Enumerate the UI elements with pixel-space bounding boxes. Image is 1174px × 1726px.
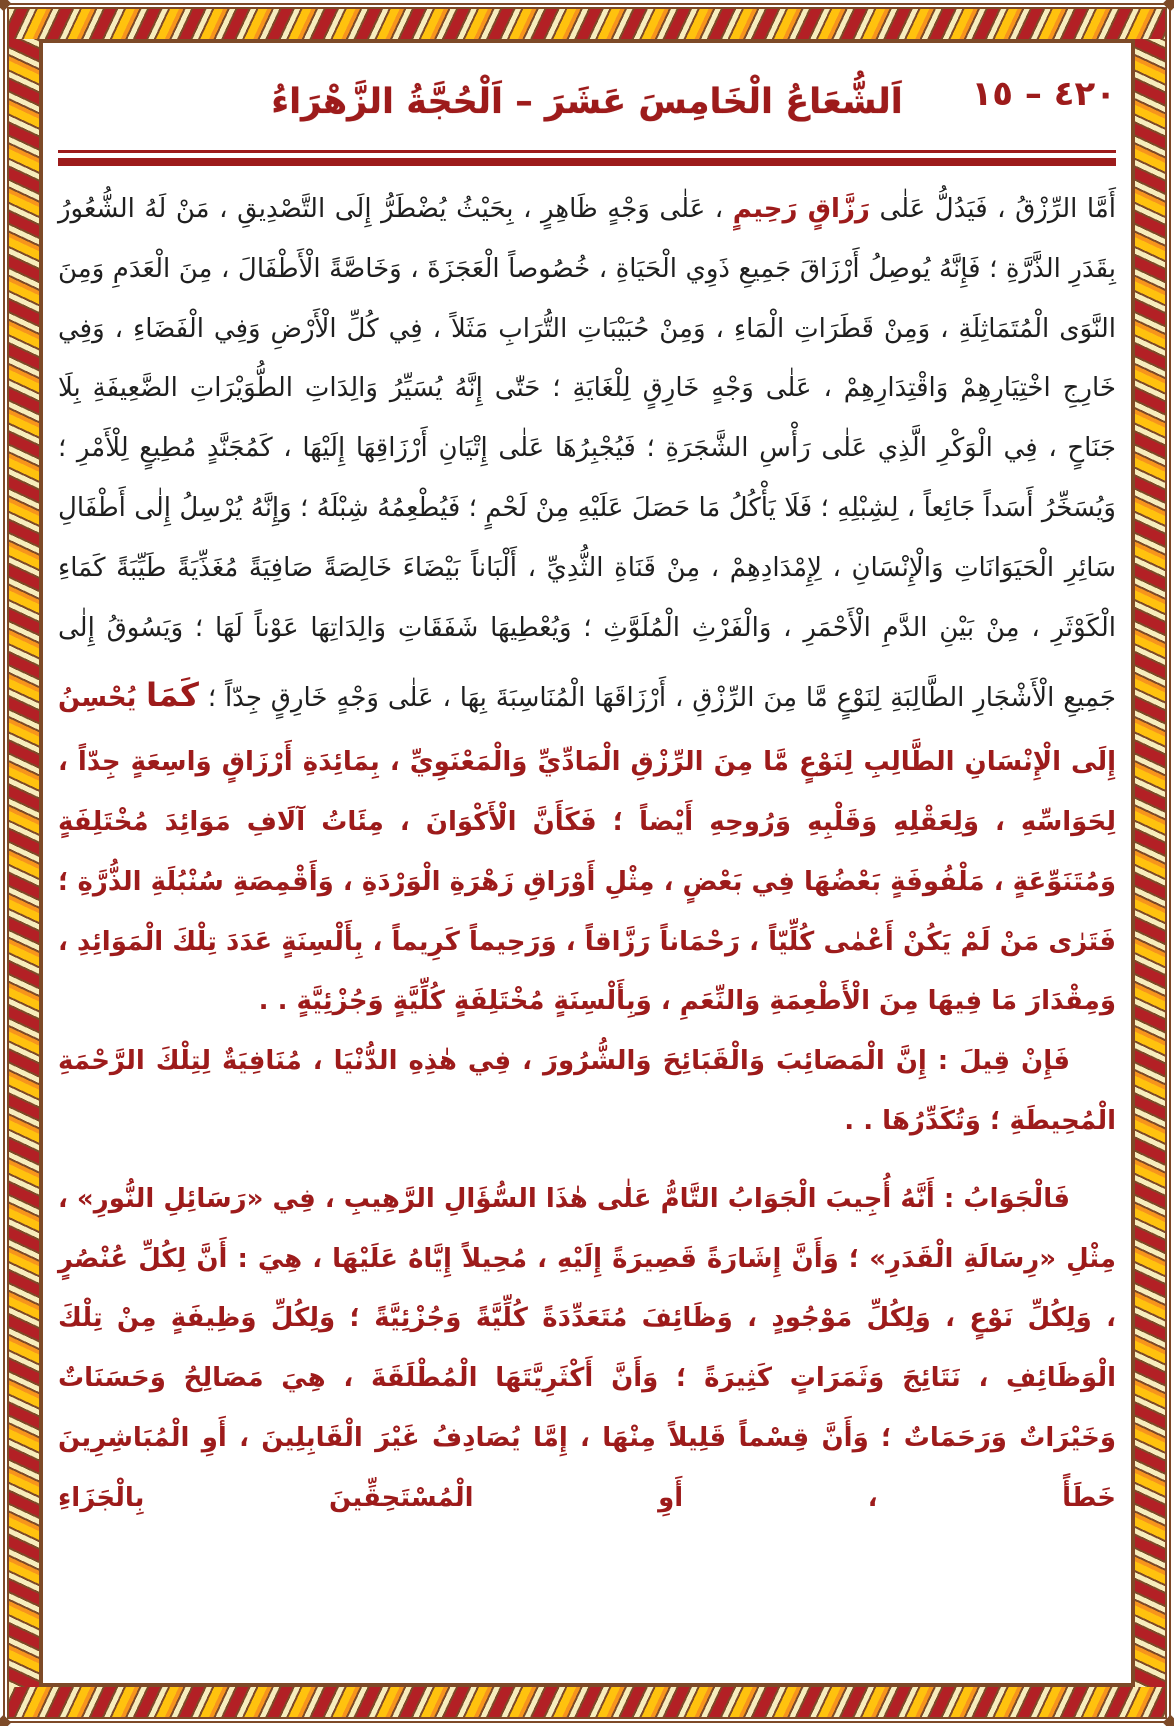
text-segment: يُحْسِنُ إِلَى الْإِنْسَانِ الطَّالِبِ لِنَوْعٍ مَّا مِنَ الرِّزْقِ الْمَادِّيِّ وَالْمَعْنَوِيِّ ، بِمَائِدَةِ أَرْزَاقٍ وَاسِعَةٍ جِدّاً ، لِحَوَاسِّهِ ، وَلِعَقْلِهِ وَقَلْبِهِ وَرُوحِهِ أَيْضاً ؛ فَكَأَنَّ الْأَكْوَانَ ، مِئَاتُ آلَافِ مَوَائِدَ مُخْتَلِفَةٍ وَمُتَنَوِّعَةٍ ، مَلْفُوفَةٍ بَعْضُهَا فِي بَعْضٍ ، مِثْلِ أَوْرَاقِ زَهْرَةِ الْوَرْدَةِ ، وَأَقْمِصَةِ سُنْبُلَةِ الذُّرَّةِ ؛ فَتَرٰى مَنْ لَمْ يَكُنْ أَعْمٰى كُلِّيّاً ، رَحْمَاناً رَزَّاقاً ، وَرَحِيماً كَرِيماً ، بِأَلْسِنَةٍ عَدَدَ تِلْكَ الْمَوَائِدِ ، وَمِقْدَارَ مَا فِيهَا مِنَ الْأَطْعِمَةِ وَالنِّعَمِ ، وَبِأَلْسِنَةٍ مُخْتَلِفَةٍ كُلِّيَّةٍ وَجُزْئِيَّةٍ . . [58,683,1116,1017]
corner-ornament-icon [1163,1715,1174,1726]
text-segment: أَمَّا الرِّزْقُ ، فَيَدُلُّ عَلٰى [869,194,1116,224]
frame-band-left [7,39,41,1687]
paragraph-answer [58,1170,1116,1529]
header-rule-thin [58,150,1116,153]
header-rule-thick [58,158,1116,166]
text-segment: رَزَّاقٍ رَحِيمٍ [732,194,870,224]
corner-ornament-icon [1163,0,1174,11]
text-segment: فَإِنْ قِيلَ : إِنَّ الْمَصَائِبَ وَالْقَبَائِحَ وَالشُّرُورَ ، فِي هٰذِهِ الدُّنْيَا ، مُنَافِيَةٌ لِتِلْكَ الرَّحْمَةِ الْمُحِيطَةِ ؛ وَتُكَدِّرُهَا . . [58,1046,1116,1136]
paragraph-rizq [58,180,1116,1032]
text-segment: فَالْجَوَابُ : أَنَّهُ أُجِيبَ الْجَوَابُ التَّامُّ عَلٰى هٰذَا السُّؤَالِ الرَّهِيبِ ، فِي «رَسَائِلِ النُّورِ» ، مِثْلِ «رِسَالَةِ الْقَدَرِ» ؛ وَأَنَّ إِشَارَةً قَصِيرَةً إِلَيْهِ ، مُحِيلاً إِيَّاهُ عَلَيْهَا ، هِيَ : أَنَّ لِكُلِّ عُنْصُرٍ ، وَلِكُلِّ نَوْعٍ ، وَلِكُلِّ مَوْجُودٍ ، وَظَائِفَ مُتَعَدِّدَةً كُلِّيَّةً وَجُزْئِيَّةً ؛ وَلِكُلِّ وَظِيفَةٍ مِنْ تِلْكَ الْوَظَائِفِ ، نَتَائِجَ وَثَمَرَاتٍ كَثِيرَةً ؛ وَأَنَّ أَكْثَرِيَّتَهَا الْمُطْلَقَةَ ، هِيَ مَصَالِحُ وَحَسَنَاتٌ وَخَيْرَاتٌ وَرَحَمَاتٌ ؛ وَأَنَّ قِسْماً قَلِيلاً مِنْهَا ، إِمَّا يُصَادِفُ غَيْرَ الْقَابِلِينَ ، أَوِ الْمُبَاشِرِينَ خَطَأً ، أَوِ الْمُسْتَحِقِّينَ بِالْجَزَاءِ [58,1183,1116,1513]
page-header [58,56,1116,148]
text-segment: ، عَلٰى وَجْهٍ ظَاهِرٍ ، بِحَيْثُ يُضْطَرُّ إِلَى التَّصْدِيقِ ، مَنْ لَهُ الشُّعُورُ بِقَدَرِ الذَّرَّةِ ؛ فَإِنَّهُ يُوصِلُ أَرْزَاقَ جَمِيعِ ذَوِي الْحَيَاةِ ، خُصُوصاً الْعَجَزَةَ ، وَخَاصَّةً الْأَطْفَالَ ، مِنَ الْعَدَمِ وَمِنَ النَّوَى الْمُتَمَاثِلَةِ ، وَمِنْ قَطَرَاتِ الْمَاءِ ، وَمِنْ حُبَيْبَاتِ التُّرَابِ مَثَلاً ، فِي كُلِّ الْأَرْضِ وَفِي الْفَضَاءِ ، وَفِي خَارِجِ اخْتِيَارِهِمْ وَاقْتِدَارِهِمْ ، عَلٰى وَجْهٍ خَارِقٍ لِلْغَايَةِ ؛ حَتّٰى إِنَّهُ يُسَيِّرُ وَالِدَاتِ الطُّوَيْرَاتِ الضَّعِيفَةِ بِلَا جَنَاحٍ ، فِي الْوَكْرِ الَّذِي عَلٰى رَأْسِ الشَّجَرَةِ ؛ فَيُجْبِرُهَا عَلٰى إِتْيَانِ أَرْزَاقِهَا إِلَيْهَا ، كَمُجَنَّدٍ مُطِيعٍ لِلْأَمْرِ ؛ وَيُسَخِّرُ أَسَداً جَائِعاً ، لِشِبْلِهِ ؛ فَلَا يَأْكُلُ مَا حَصَلَ عَلَيْهِ مِنْ لَحْمٍ ؛ فَيُطْعِمُهُ شِبْلَهُ ؛ وَإِنَّهُ يُرْسِلُ إِلٰى أَطْفَالِ سَائِرِ الْحَيَوَانَاتِ وَالْإِنْسَانِ ، لِإِمْدَادِهِمْ ، مِنْ قَنَاةِ الثُّدِيِّ ، أَلْبَاناً بَيْضَاءَ خَالِصَةً صَافِيَةً مُغَذِّيَةً طَيِّبَةً كَمَاءِ الْكَوْثَرِ ، مِنْ بَيْنِ الدَّمِ الْأَحْمَرِ ، وَالْفَرْثِ الْمُلَوَّثِ ؛ وَيُعْطِيهَا شَفَقَاتِ وَالِدَاتِهَا عَوْناً لَهَا ؛ وَيَسُوقُ إِلٰى جَمِيعِ الْأَشْجَارِ الطَّالِبَةِ لِنَوْعٍ مَّا مِنَ الرِّزْقِ ، أَرْزَاقَهَا الْمُنَاسِبَةَ بِهَا ، عَلٰى وَجْهٍ خَارِقٍ جِدّاً ؛ [58,194,1116,714]
text-segment: كَمَا [146,676,199,715]
frame-band-bottom [7,1685,1167,1719]
body-text [58,180,1116,1528]
page-title: اَلشُّعَاعُ الْخَامِسَ عَشَرَ – اَلْحُجَّةُ الزَّهْرَاءُ [271,82,903,122]
corner-ornament-icon [0,0,11,11]
frame-band-top [7,7,1167,41]
page-content [58,46,1116,1680]
paragraph-question [58,1032,1116,1152]
folio-number: ٤٢٠ – ١٥ [971,74,1116,114]
frame-band-right [1133,39,1167,1687]
corner-ornament-icon [0,1715,11,1726]
